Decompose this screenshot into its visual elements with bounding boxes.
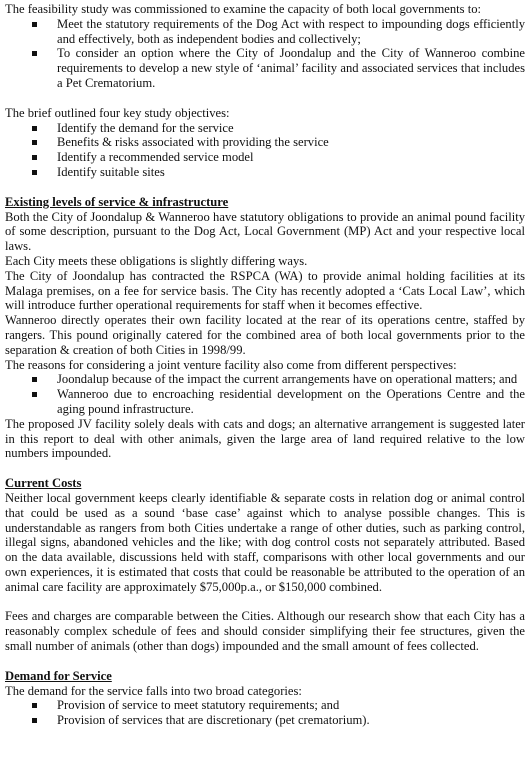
- list-item: Identify a recommended service model: [32, 150, 525, 165]
- list-item: Benefits & risks associated with providing the service: [32, 135, 525, 150]
- existing-paragraph-4: Wanneroo directly operates their own facility located at the rear of its operations centre, staffed by rangers. This pound originally catered for the combined area of both local governments prior to the separation & creation of both Cities in 1998/99.: [5, 313, 525, 357]
- square-bullet-icon: [32, 392, 37, 397]
- square-bullet-icon: [32, 126, 37, 131]
- existing-paragraph-5: The reasons for considering a joint venture facility also come from different perspectives:: [5, 357, 457, 372]
- square-bullet-icon: [32, 170, 37, 175]
- spacer: [5, 461, 525, 476]
- costs-paragraph-1: Neither local government keeps clearly identifiable & separate costs in relation dog or animal control that could be used as a sound ‘base case’ against which to analyse possible changes. This is understandable as rangers from both Cities undertake a range of other duties, such as parking control, illegal signs, abandoned vehicles and the like; with dog control costs not separately attributed. Based on the data available, discussions held with staff, comparisons with other local governments and our own experiences, it is estimated that costs that could be reasonable be attributed to the operation of an animal care facility are approximately $75,000p.a., or $150,000 combined.: [5, 490, 525, 594]
- demand-paragraph-1: The demand for the service falls into two broad categories:: [5, 683, 302, 698]
- list-item: Provision of service to meet statutory requirements; and: [32, 698, 525, 713]
- spacer: [5, 654, 525, 669]
- square-bullet-icon: [32, 22, 37, 27]
- demand-bullet-list: [5, 698, 525, 728]
- existing-paragraph-2: Each City meets these obligations is slightly differing ways.: [5, 253, 308, 268]
- existing-paragraph-3: The City of Joondalup has contracted the RSPCA (WA) to provide animal holding facilities at its Malaga premises, on a fee for service basis. The City has recently adopted a ‘Cats Local Law’, which will introduce further operational requirements for staff when it becomes effective.: [5, 268, 525, 313]
- existing-paragraph-1: Both the City of Joondalup & Wanneroo have statutory obligations to provide an animal pound facility of some description, pursuant to the Dog Act, Local Government (MP) Act and your respective local laws.: [5, 209, 525, 254]
- list-item: Joondalup because of the impact the current arrangements have on operational matters; and: [32, 372, 525, 387]
- square-bullet-icon: [32, 703, 37, 708]
- section-heading-costs: Current Costs: [5, 476, 82, 491]
- square-bullet-icon: [32, 718, 37, 723]
- list-item: Provision of services that are discretionary (pet crematorium).: [32, 713, 525, 728]
- spacer: [5, 91, 525, 106]
- section-heading-existing: Existing levels of service & infrastructure: [5, 194, 229, 209]
- objectives-text: The brief outlined four key study objectives:: [5, 105, 230, 120]
- document-page: [5, 2, 525, 728]
- intro-bullet-list: [5, 17, 525, 91]
- list-item: Wanneroo due to encroaching residential development on the Operations Centre and the aging pound infrastructure.: [32, 387, 525, 417]
- list-item: Identify suitable sites: [32, 165, 525, 180]
- reasons-bullet-list: [5, 372, 525, 416]
- spacer: [5, 594, 525, 609]
- existing-paragraph-6: The proposed JV facility solely deals with cats and dogs; an alternative arrangement is suggested later in this report to deal with other animals, given the large area of land required relative to the low numbers impounded.: [5, 416, 525, 461]
- list-item: To consider an option where the City of Joondalup and the City of Wanneroo combine requirements to develop a new style of ‘animal’ facility and associated services that includes a Pet Crematorium.: [32, 46, 525, 90]
- square-bullet-icon: [32, 51, 37, 56]
- costs-paragraph-2: Fees and charges are comparable between the Cities. Although our research show that each City has a reasonably complex schedule of fees and should consider simplifying their fee structures, given the small number of animals (other than dogs) impounded and the small amount of fees collected.: [5, 609, 525, 654]
- square-bullet-icon: [32, 155, 37, 160]
- list-item: Identify the demand for the service: [32, 121, 525, 136]
- objectives-bullet-list: [5, 121, 525, 180]
- spacer: [5, 180, 525, 195]
- intro-text: The feasibility study was commissioned to examine the capacity of both local governments to:: [5, 2, 481, 16]
- square-bullet-icon: [32, 377, 37, 382]
- section-heading-demand: Demand for Service: [5, 668, 112, 683]
- square-bullet-icon: [32, 140, 37, 145]
- list-item: Meet the statutory requirements of the Dog Act with respect to impounding dogs efficiently and effectively, both as independent bodies and collectively;: [32, 17, 525, 47]
